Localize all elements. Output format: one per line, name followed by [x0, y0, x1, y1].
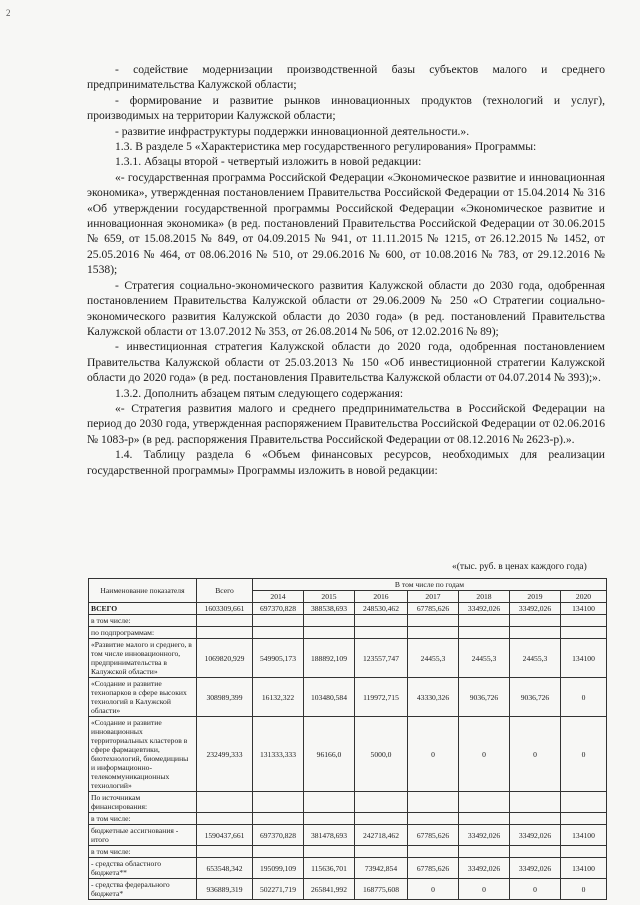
header-year: 2018: [459, 591, 510, 603]
table-row: [89, 639, 607, 678]
table-cell: 242718,462: [355, 825, 408, 846]
table-row: [89, 813, 607, 825]
table-cell: [253, 813, 304, 825]
header-year: 2020: [561, 591, 607, 603]
table-cell: 0: [459, 879, 510, 900]
header-year: 2016: [355, 591, 408, 603]
row-label: - средства областного бюджета**: [89, 858, 197, 879]
paragraph: 1.3.1. Абзацы второй - четвертый изложить в новой редакции:: [115, 155, 422, 169]
row-label: бюджетные ассигнования - итого: [89, 825, 197, 846]
table-cell: 33492,026: [459, 858, 510, 879]
table-cell: 697370,828: [253, 825, 304, 846]
table-cell: [253, 615, 304, 627]
table-cell: [459, 846, 510, 858]
row-label: «Создание и развитие инновационных территориальных кластеров в сфере фармацевтики, биотехнологий, биомедицины и информационно-телекоммуникационных технологий»: [89, 717, 197, 792]
table-cell: 33492,026: [459, 603, 510, 615]
header-year: 2015: [304, 591, 355, 603]
table-cell: [561, 792, 607, 813]
table-cell: [355, 846, 408, 858]
table-row: [89, 627, 607, 639]
table-cell: 188892,109: [304, 639, 355, 678]
table-cell: 67785,626: [408, 858, 459, 879]
table-cell: 308989,399: [197, 678, 253, 717]
table-cell: [304, 792, 355, 813]
table-cell: [408, 627, 459, 639]
table-cell: 43330,326: [408, 678, 459, 717]
table-cell: [510, 627, 561, 639]
table-cell: 103480,584: [304, 678, 355, 717]
paragraph: 1.3.2. Дополнить абзацем пятым следующего содержания:: [115, 386, 404, 400]
table-cell: [510, 615, 561, 627]
table-cell: 24455,3: [408, 639, 459, 678]
table-row: [89, 858, 607, 879]
table-cell: 0: [510, 879, 561, 900]
row-label: «Развитие малого и среднего, в том числе инновационного, предпринимательства в Калужской области»: [89, 639, 197, 678]
table-row: [89, 825, 607, 846]
document-body: [87, 62, 605, 478]
table-cell: [459, 813, 510, 825]
table-cell: 936889,319: [197, 879, 253, 900]
table-cell: 697370,828: [253, 603, 304, 615]
table-cell: 502271,719: [253, 879, 304, 900]
paragraph: - Стратегия социально-экономического развития Калужской области до 2030 года, одобренная постановлением Правительства Калужской области от 29.06.2009 № 250 «О Стратегии социально-экономического развития Калужской области до 2030 года» (в ред. постановлений Правительства Калужской области от 13.07.2012 № 353, от 26.08.2014 № 506, от 12.02.2016 № 89);: [87, 278, 605, 338]
table-cell: 1603309,661: [197, 603, 253, 615]
table-cell: [408, 615, 459, 627]
table-cell: 24455,3: [459, 639, 510, 678]
paragraph: «- государственная программа Российской Федерации «Экономическое развитие и инновационная экономика», утвержденная постановлением Правительства Российской Федерации от 15.04.2014 № 316 «Об утверждении государственной программы Российской Федерации «Экономическое развитие и инновационная экономика» (в ред. постановлений Правительства Российской Федерации от 30.06.2015 № 659, от 15.08.2015 № 849, от 04.09.2015 № 941, от 11.11.2015 № 1215, от 26.12.2015 № 1452, от 25.05.2016 № 464, от 08.06.2016 № 510, от 29.06.2016 № 600, от 10.08.2016 № 783, от 29.12.2016 № 1538);: [87, 170, 605, 277]
paragraph: - формирование и развитие рынков инновационных продуктов (технологий и услуг), производимых на территории Калужской области;: [87, 93, 605, 123]
table-cell: [510, 846, 561, 858]
table-cell: [355, 615, 408, 627]
table-cell: 115636,701: [304, 858, 355, 879]
table-cell: 388538,693: [304, 603, 355, 615]
table-cell: [197, 813, 253, 825]
table-cell: 96166,0: [304, 717, 355, 792]
table-cell: 195099,109: [253, 858, 304, 879]
table-cell: 9036,726: [510, 678, 561, 717]
table-cell: 9036,726: [459, 678, 510, 717]
table-row: [89, 603, 607, 615]
table-cell: [561, 813, 607, 825]
table-row: [89, 879, 607, 900]
table-cell: [510, 792, 561, 813]
table-cell: 134100: [561, 639, 607, 678]
table-cell: [197, 615, 253, 627]
paragraph: - содействие модернизации производственной базы субъектов малого и среднего предпринимательства Калужской области;: [87, 63, 605, 92]
table-row: [89, 717, 607, 792]
table-cell: [459, 792, 510, 813]
table-row: [89, 678, 607, 717]
table-cell: 119972,715: [355, 678, 408, 717]
table-cell: [304, 615, 355, 627]
table-cell: 381478,693: [304, 825, 355, 846]
table-cell: 168775,608: [355, 879, 408, 900]
table-cell: 134100: [561, 825, 607, 846]
paragraph: «- Стратегия развития малого и среднего предпринимательства в Российской Федерации на период до 2030 года, утвержденная распоряжением Правительства Российской Федерации от 02.06.2016 № 1083-р» (в ред. распоряжения Правительства Российской Федерации от 08.12.2016 № 2623-р).».: [87, 401, 605, 446]
paragraph: 1.3. В разделе 5 «Характеристика мер государственного регулирования» Программы:: [115, 140, 537, 154]
paragraph: 1.4. Таблицу раздела 6 «Объем финансовых ресурсов, необходимых для реализации государственной программы» Программы изложить в новой редакции:: [87, 448, 605, 477]
table-cell: [253, 792, 304, 813]
table-cell: [355, 792, 408, 813]
row-label: «Создание и развитие технопарков в сфере высоких технологий в Калужской области»: [89, 678, 197, 717]
row-label: по подпрограммам:: [89, 627, 197, 639]
table-cell: 33492,026: [510, 603, 561, 615]
table-cell: 134100: [561, 603, 607, 615]
table-cell: 33492,026: [510, 825, 561, 846]
table-cell: [355, 813, 408, 825]
table-cell: [510, 813, 561, 825]
table-row: [89, 792, 607, 813]
table-cell: [459, 615, 510, 627]
header-years-group: В том числе по годам: [253, 579, 607, 591]
table-cell: 232499,333: [197, 717, 253, 792]
table-cell: 24455,3: [510, 639, 561, 678]
table-cell: [408, 792, 459, 813]
table-cell: 0: [561, 879, 607, 900]
paragraph: - инвестиционная стратегия Калужской области до 2020 года, одобренная постановлением Правительства Калужской области от 25.03.2013 № 150 «Об инвестиционной стратегии Калужской области до 2020 года» (в ред. постановления Правительства Калужской области от 04.07.2014 № 393);».: [87, 340, 605, 385]
header-total: Всего: [197, 579, 253, 603]
table-cell: [253, 846, 304, 858]
table-cell: 549905,173: [253, 639, 304, 678]
paragraph: - развитие инфраструктуры поддержки инновационной деятельности.».: [115, 124, 470, 138]
table-cell: 134100: [561, 858, 607, 879]
table-cell: [459, 627, 510, 639]
table-cell: 0: [408, 879, 459, 900]
table-cell: 67785,626: [408, 825, 459, 846]
table-cell: [304, 846, 355, 858]
header-name: Наименование показателя: [89, 579, 197, 603]
table-cell: 131333,333: [253, 717, 304, 792]
table-row: [89, 615, 607, 627]
table-cell: [561, 846, 607, 858]
units-note: «(тыс. руб. в ценах каждого года): [452, 562, 587, 572]
row-label: в том числе:: [89, 615, 197, 627]
table-cell: [253, 627, 304, 639]
finance-table: [88, 578, 607, 900]
table-cell: [561, 615, 607, 627]
row-label: в том числе:: [89, 813, 197, 825]
table-cell: 5000,0: [355, 717, 408, 792]
table-cell: [304, 813, 355, 825]
table-cell: 73942,854: [355, 858, 408, 879]
header-year: 2019: [510, 591, 561, 603]
table-row: [89, 846, 607, 858]
row-label: в том числе:: [89, 846, 197, 858]
table-cell: 67785,626: [408, 603, 459, 615]
table-cell: [197, 846, 253, 858]
table-cell: [408, 813, 459, 825]
table-cell: 1069820,929: [197, 639, 253, 678]
table-cell: [355, 627, 408, 639]
table-cell: 0: [408, 717, 459, 792]
table-cell: 265841,992: [304, 879, 355, 900]
table-cell: 123557,747: [355, 639, 408, 678]
table-cell: 248530,462: [355, 603, 408, 615]
table-cell: 0: [510, 717, 561, 792]
corner-mark: 2: [6, 8, 11, 18]
table-cell: [197, 627, 253, 639]
table-cell: 0: [459, 717, 510, 792]
table-cell: [304, 627, 355, 639]
table-cell: [561, 627, 607, 639]
header-year: 2017: [408, 591, 459, 603]
row-label: По источникам финансирования:: [89, 792, 197, 813]
table-cell: [408, 846, 459, 858]
table-cell: 16132,322: [253, 678, 304, 717]
row-label: ВСЕГО: [89, 603, 197, 615]
table-cell: 0: [561, 678, 607, 717]
table-cell: 653548,342: [197, 858, 253, 879]
header-year: 2014: [253, 591, 304, 603]
table-cell: 0: [561, 717, 607, 792]
table-cell: 33492,026: [510, 858, 561, 879]
table-cell: 33492,026: [459, 825, 510, 846]
table-cell: [197, 792, 253, 813]
row-label: - средства федерального бюджета*: [89, 879, 197, 900]
table-cell: 1590437,661: [197, 825, 253, 846]
